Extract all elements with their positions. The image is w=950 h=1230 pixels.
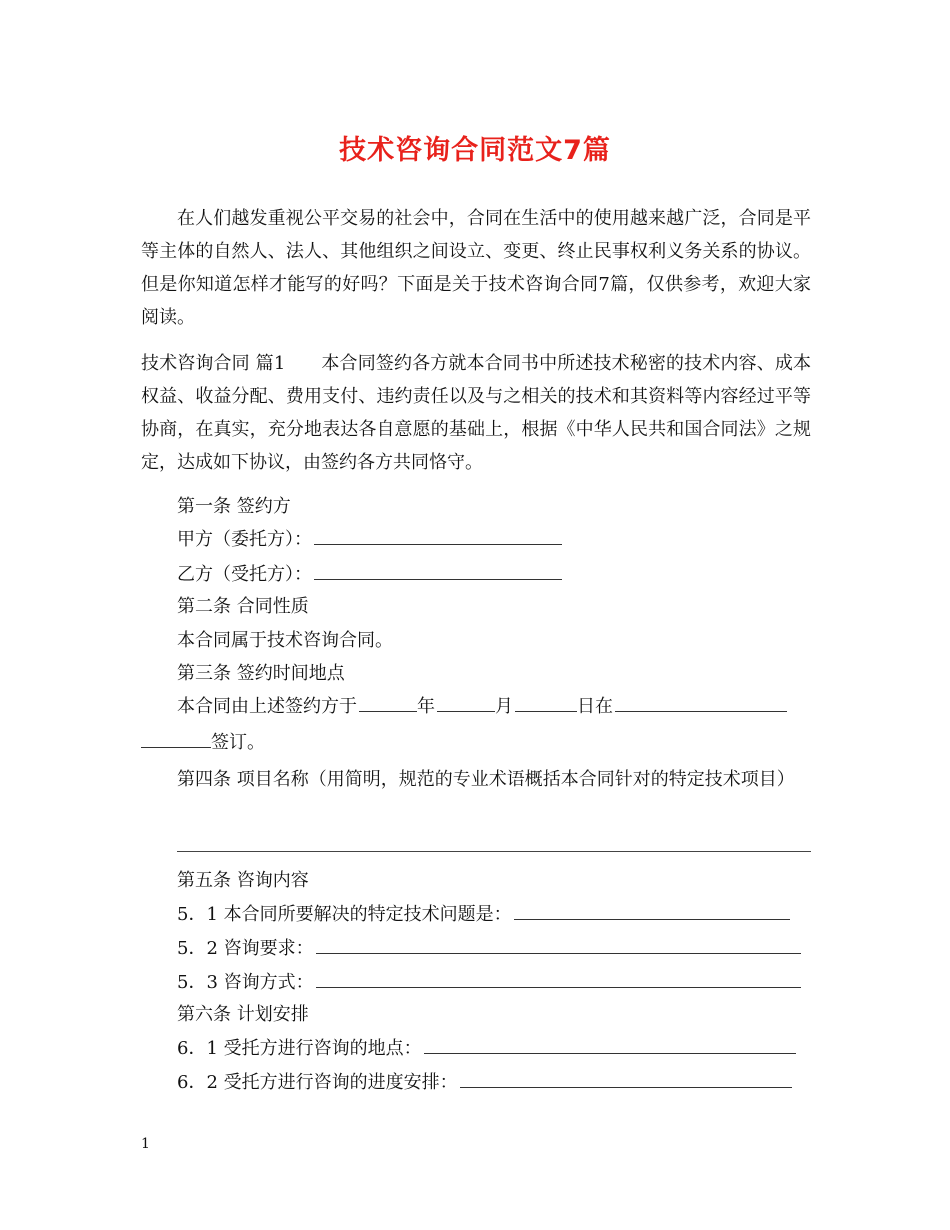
party-a-label: 甲方（委托方）： [177,529,312,550]
party-a-line [177,523,562,556]
item-5-1-blank[interactable] [514,901,790,920]
place-blank-2[interactable] [141,729,211,748]
item-6-1-line [177,1032,796,1065]
article-3-line [177,690,787,723]
article-2-heading: 第二条 合同性质 [177,596,309,617]
place-blank[interactable] [615,693,787,712]
party-a-blank[interactable] [314,526,562,545]
article-1-heading: 第一条 签约方 [177,496,291,517]
article-3-heading: 第三条 签约时间地点 [177,663,345,684]
intro-paragraph: 在人们越发重视公平交易的社会中，合同在生活中的使用越来越广泛，合同是平等主体的自然人、法人、其他组织之间设立、变更、终止民事权利义务关系的协议。但是你知道怎样才能写的好吗？下面是关于技术咨询合同7篇，仅供参考，欢迎大家阅读。 [141,208,811,328]
party-b-label: 乙方（受托方）： [177,564,312,585]
item-6-2-blank[interactable] [460,1069,792,1088]
article-3-line-2 [141,726,265,759]
item-5-3-blank[interactable] [316,969,801,988]
article-6-heading: 第六条 计划安排 [177,1004,309,1025]
signed-label: 签订。 [211,732,265,753]
item-5-1-line [177,898,790,931]
article-5-heading: 第五条 咨询内容 [177,870,309,891]
section-text: 本合同签约各方就本合同书中所述技术秘密的技术内容、成本权益、收益分配、费用支付、违约责任以及与之相关的技术和其资料等内容经过平等协商，在真实，充分地表达各自意愿的基础上，根据《中华人民共和国合同法》之规定，达成如下协议，由签约各方共同恪守。 [141,353,811,473]
month-label: 月 [495,696,513,717]
day-label: 日在 [577,696,613,717]
item-5-3-line [177,966,801,999]
article-3-text: 本合同由上述签约方于 [177,696,357,717]
item-6-2-line [177,1066,792,1099]
article-2-text: 本合同属于技术咨询合同。 [177,630,393,651]
item-5-1-label: 5．1 本合同所要解决的特定技术问题是： [177,904,512,925]
month-blank[interactable] [437,693,495,712]
item-5-2-label: 5．2 咨询要求： [177,938,314,959]
party-b-line [177,558,562,591]
item-6-1-label: 6．1 受托方进行咨询的地点： [177,1038,422,1059]
party-b-blank[interactable] [314,561,562,580]
article-4-heading: 第四条 项目名称（用简明，规范的专业术语概括本合同针对的特定技术项目） [177,769,795,790]
project-name-blank[interactable] [177,851,811,852]
item-6-2-label: 6．2 受托方进行咨询的进度安排： [177,1072,458,1093]
item-6-1-blank[interactable] [424,1035,796,1054]
section-heading: 技术咨询合同 篇1 [141,353,286,374]
item-5-2-blank[interactable] [316,935,801,954]
item-5-2-line [177,932,801,965]
page-number: 1 [141,1136,150,1152]
item-5-3-label: 5．3 咨询方式： [177,972,314,993]
document-title: 技术咨询合同范文7篇 [339,135,611,166]
year-label: 年 [417,696,435,717]
day-blank[interactable] [515,693,577,712]
section-paragraph [141,347,811,479]
year-blank[interactable] [359,693,417,712]
